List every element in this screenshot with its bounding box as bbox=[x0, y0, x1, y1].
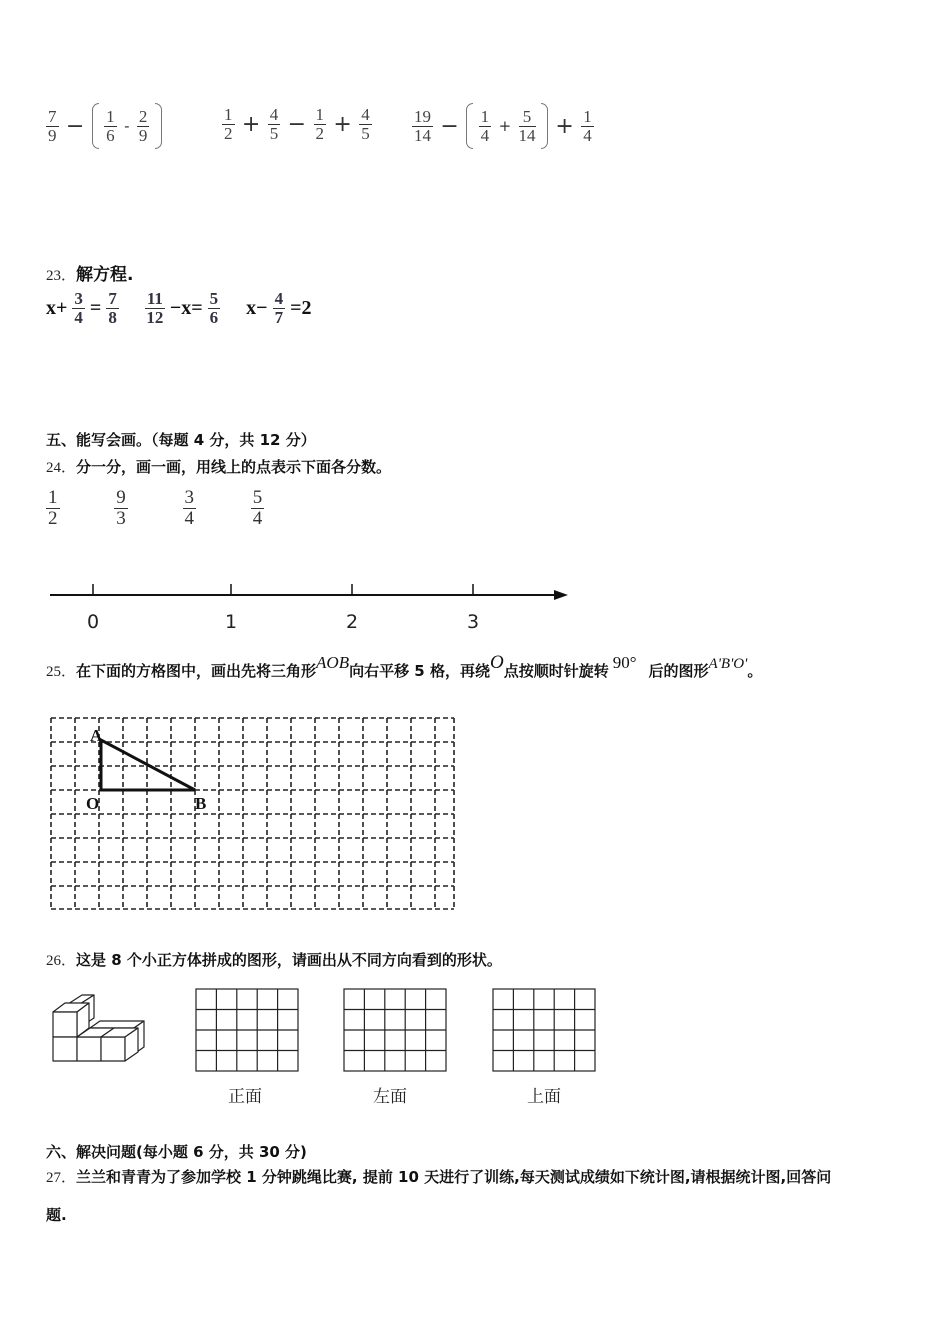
equations-row bbox=[46, 290, 311, 327]
eq-text: −x= bbox=[169, 296, 203, 319]
section-5-title: 五、能写会画。（每题 4 分，共 12 分） bbox=[46, 431, 316, 449]
eq-text: = bbox=[89, 296, 102, 319]
fraction: $\frac{19}{14}$ bbox=[414, 106, 431, 145]
grid-top-view bbox=[491, 987, 597, 1073]
question-23-heading bbox=[46, 260, 133, 285]
fraction: $\frac{1}{6}$ bbox=[106, 106, 115, 145]
question-27-text bbox=[46, 1166, 906, 1187]
fraction: $\frac{7}{8}$ bbox=[108, 289, 117, 327]
operator: + bbox=[241, 111, 261, 137]
question-text: 。 bbox=[747, 662, 763, 680]
operator: − bbox=[287, 111, 307, 137]
arrow-head-icon bbox=[554, 590, 568, 600]
question-25-text bbox=[46, 652, 763, 682]
question-text: 兰兰和青青为了参加学校 1 分钟跳绳比赛, 提前 10 天进行了训练,每天测试成绩如下统计图,请根据统计图,回答问 bbox=[76, 1168, 832, 1186]
dashed-grid bbox=[44, 712, 460, 916]
q24-fraction-list bbox=[46, 488, 264, 529]
question-text: 向右平移 5 格，再绕 bbox=[349, 662, 490, 680]
operator: + bbox=[333, 111, 352, 137]
expression-3 bbox=[412, 103, 594, 149]
fraction: $\frac{4}{7}$ bbox=[274, 289, 284, 327]
right-paren bbox=[155, 103, 162, 149]
math-degree: 90° bbox=[612, 653, 637, 672]
question-number: 24． bbox=[46, 460, 77, 476]
fraction: $\frac{5}{6}$ bbox=[209, 289, 219, 327]
label-a: A bbox=[90, 726, 103, 745]
fraction: $\frac{7}{9}$ bbox=[48, 106, 57, 145]
expression-2 bbox=[222, 106, 372, 143]
operator: − bbox=[65, 113, 85, 139]
question-title: 解方程. bbox=[76, 265, 134, 285]
question-text: 点按顺时针旋转 bbox=[503, 662, 609, 680]
question-24-text bbox=[46, 456, 391, 477]
question-text: 分一分，画一画，用线上的点表示下面各分数。 bbox=[76, 458, 392, 476]
eq-text: =2 bbox=[290, 296, 312, 319]
question-number: 25． bbox=[46, 664, 77, 680]
label-b: B bbox=[195, 794, 207, 813]
tick-label: 1 bbox=[224, 611, 238, 633]
view-label-front: 正面 bbox=[228, 1087, 262, 1107]
question-text: 后的图形 bbox=[648, 662, 709, 680]
math-result: A'B'O' bbox=[708, 656, 748, 672]
fraction: $\frac{4}{5}$ bbox=[361, 105, 370, 143]
section-6-title: 六、解决问题(每小题 6 分，共 30 分) bbox=[46, 1143, 307, 1161]
triangle-aob bbox=[101, 740, 195, 790]
fraction: $\frac{2}{9}$ bbox=[138, 106, 148, 145]
fraction: $\frac{3}{4}$ bbox=[184, 487, 194, 529]
fraction: $\frac{1}{4}$ bbox=[480, 106, 490, 145]
operator: + bbox=[555, 113, 574, 139]
fraction: $\frac{1}{4}$ bbox=[583, 106, 592, 145]
number-line bbox=[0, 570, 600, 640]
right-paren bbox=[541, 103, 548, 149]
fraction: $\frac{9}{3}$ bbox=[116, 487, 126, 529]
operator: − bbox=[440, 113, 459, 139]
fraction: $\frac{11}{12}$ bbox=[146, 289, 164, 327]
cubes-figure bbox=[48, 990, 152, 1066]
fraction: $\frac{1}{2}$ bbox=[224, 105, 233, 143]
left-paren bbox=[466, 103, 473, 149]
math-o: O bbox=[489, 652, 504, 673]
label-o: O bbox=[86, 794, 100, 813]
tick-label: 2 bbox=[345, 611, 359, 633]
grid-front-view bbox=[194, 987, 300, 1073]
question-number: 27． bbox=[46, 1170, 77, 1186]
question-number: 26． bbox=[46, 953, 77, 969]
fraction: $\frac{5}{14}$ bbox=[518, 106, 536, 145]
operator: - bbox=[124, 117, 130, 135]
fraction: $\frac{1}{2}$ bbox=[315, 105, 324, 143]
view-label-left: 左面 bbox=[373, 1087, 407, 1107]
operator: + bbox=[498, 117, 512, 135]
grid-left-view bbox=[342, 987, 448, 1073]
equation-3 bbox=[246, 289, 312, 327]
equation-2 bbox=[145, 289, 225, 327]
question-number: 23． bbox=[46, 268, 77, 284]
question-text: 在下面的方格图中，画出先将三角形 bbox=[76, 662, 317, 680]
question-27-text-continued: 题. bbox=[46, 1206, 67, 1224]
tick-label: 0 bbox=[86, 611, 100, 633]
fraction: $\frac{3}{4}$ bbox=[74, 289, 83, 327]
math-aob: AOB bbox=[316, 653, 350, 672]
tick-label: 3 bbox=[466, 611, 480, 633]
equation-1 bbox=[46, 289, 124, 327]
left-paren bbox=[92, 103, 99, 149]
fraction: $\frac{5}{4}$ bbox=[252, 487, 263, 529]
fraction: $\frac{1}{2}$ bbox=[48, 487, 58, 529]
question-text: 这是 8 个小正方体拼成的图形，请画出从不同方向看到的形状。 bbox=[76, 951, 502, 969]
view-label-top: 上面 bbox=[527, 1087, 561, 1107]
eq-text: x+ bbox=[46, 296, 68, 319]
expression-1 bbox=[46, 103, 162, 149]
eq-text: x− bbox=[246, 296, 268, 319]
fraction: $\frac{4}{5}$ bbox=[269, 105, 279, 143]
question-26-text bbox=[46, 949, 502, 970]
